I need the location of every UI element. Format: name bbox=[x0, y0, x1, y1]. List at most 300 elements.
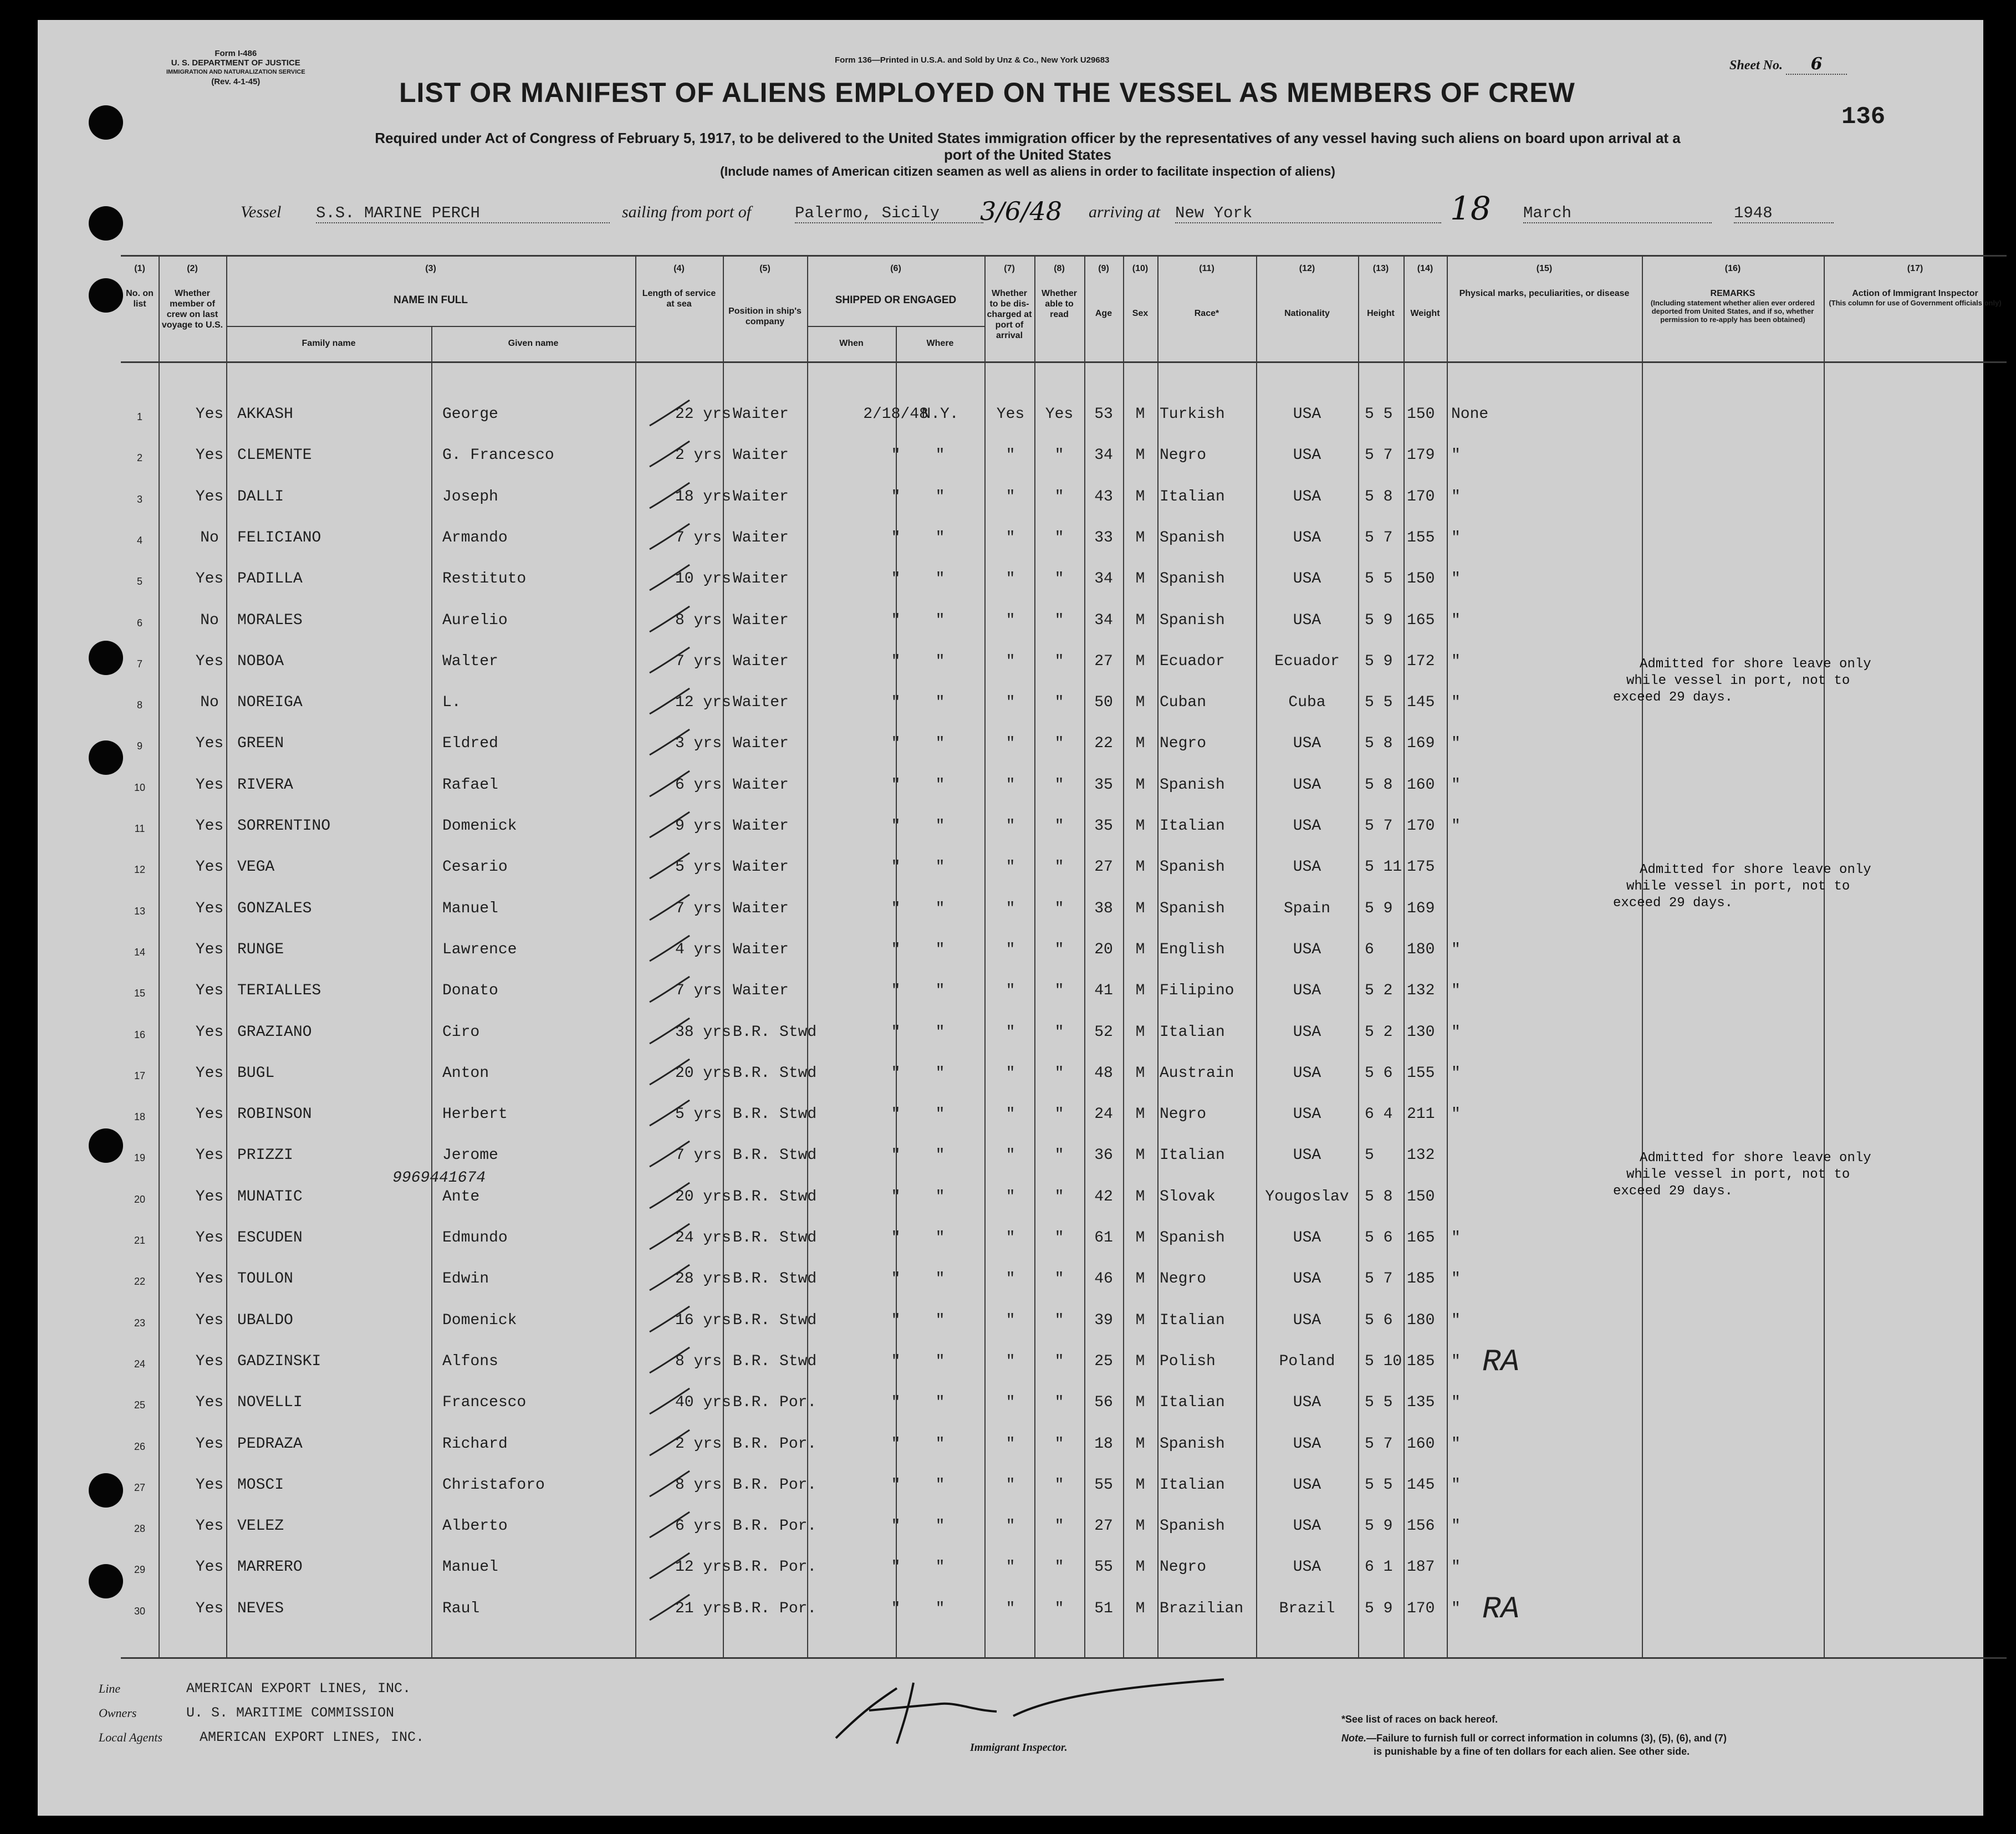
cell-disch: " bbox=[1006, 1435, 1015, 1453]
cell-age: 24 bbox=[1094, 1106, 1113, 1123]
binder-hole bbox=[89, 278, 123, 313]
cell-read: " bbox=[1054, 1229, 1064, 1246]
cell-disch: " bbox=[1006, 1188, 1015, 1205]
form-id-block bbox=[166, 49, 305, 86]
cell-disch: " bbox=[1006, 447, 1015, 464]
cell-read: " bbox=[1054, 1518, 1064, 1535]
sheet-number-block bbox=[1729, 54, 1847, 75]
cell-where: " bbox=[935, 570, 945, 588]
check-mark-icon bbox=[647, 1263, 692, 1296]
cell-age: 18 bbox=[1094, 1435, 1113, 1453]
cell-sex: M bbox=[1135, 611, 1145, 629]
cell-age: 53 bbox=[1094, 406, 1113, 423]
row-number: 3 bbox=[136, 493, 142, 505]
cell-disch: Yes bbox=[996, 406, 1025, 423]
cell-family: TOULON bbox=[237, 1270, 293, 1288]
cell-given: Alberto bbox=[442, 1518, 508, 1535]
cell-marks: " bbox=[1451, 1518, 1461, 1535]
cell-where: " bbox=[935, 1270, 945, 1288]
cell-read: " bbox=[1054, 900, 1064, 917]
c17-subheader: (This column for use of Government officials only) bbox=[1829, 299, 2002, 307]
cell-given: Alfons bbox=[442, 1352, 498, 1370]
cell-age: 27 bbox=[1094, 1518, 1113, 1535]
cell-service: 10 yrs bbox=[675, 570, 731, 588]
cell-where: " bbox=[935, 1064, 945, 1082]
cell-height: 5 11 bbox=[1365, 859, 1402, 876]
binder-hole bbox=[89, 1473, 123, 1508]
cell-where: " bbox=[935, 1352, 945, 1370]
cell-nat: USA bbox=[1293, 529, 1321, 546]
cell-disch: " bbox=[1006, 1352, 1015, 1370]
cell-nat: Cuba bbox=[1288, 694, 1326, 712]
cell-position: B.R. Stwd bbox=[733, 1229, 817, 1246]
cell-prev: No bbox=[200, 529, 219, 546]
cell-read: " bbox=[1054, 735, 1064, 753]
cell-when: " bbox=[891, 1188, 901, 1205]
cell-race: Spanish bbox=[1160, 900, 1225, 917]
cell-disch: " bbox=[1006, 1600, 1015, 1617]
cell-prev: Yes bbox=[195, 447, 224, 464]
cell-family: NOVELLI bbox=[237, 1394, 303, 1412]
cell-position: B.R. Por. bbox=[733, 1394, 817, 1412]
handwritten-date: 3/6/48 bbox=[980, 196, 1063, 226]
cell-read: " bbox=[1054, 818, 1064, 835]
cell-age: 55 bbox=[1094, 1559, 1113, 1576]
cell-nat: USA bbox=[1293, 1559, 1321, 1576]
cell-race: Filipino bbox=[1160, 982, 1234, 1000]
row-number: 25 bbox=[134, 1399, 146, 1411]
cell-weight: 165 bbox=[1407, 1229, 1435, 1246]
cell-weight: 155 bbox=[1407, 1064, 1435, 1082]
cell-where: " bbox=[935, 1394, 945, 1412]
check-mark-icon bbox=[647, 851, 692, 884]
cell-read: " bbox=[1054, 982, 1064, 1000]
cell-family: DALLI bbox=[237, 488, 284, 505]
cell-where: " bbox=[935, 735, 945, 753]
cell-age: 61 bbox=[1094, 1229, 1113, 1246]
cell-weight: 170 bbox=[1407, 818, 1435, 835]
cell-disch: " bbox=[1006, 1394, 1015, 1412]
stamp-line: while vessel in port, not to bbox=[1626, 1167, 1850, 1183]
cell-family: RUNGE bbox=[237, 941, 284, 958]
cell-read: " bbox=[1054, 611, 1064, 629]
cell-weight: 169 bbox=[1407, 735, 1435, 753]
arrival-year: 1948 bbox=[1734, 204, 1834, 223]
cell-prev: Yes bbox=[195, 1600, 224, 1617]
cell-height: 5 5 bbox=[1365, 694, 1393, 712]
cell-race: Negro bbox=[1160, 1270, 1207, 1288]
line-label: Line bbox=[99, 1682, 121, 1695]
agents-value: AMERICAN EXPORT LINES, INC. bbox=[200, 1729, 425, 1745]
cell-nat: USA bbox=[1293, 859, 1321, 876]
cell-position: Waiter bbox=[733, 447, 789, 464]
cell-prev: Yes bbox=[195, 1270, 224, 1288]
cell-height: 5 7 bbox=[1365, 1270, 1393, 1288]
cell-age: 51 bbox=[1094, 1600, 1113, 1617]
cell-age: 38 bbox=[1094, 900, 1113, 917]
handwritten-alien-number: 9969441674 bbox=[392, 1169, 486, 1187]
cell-where: " bbox=[935, 1106, 945, 1123]
cell-read: " bbox=[1054, 570, 1064, 588]
row-number: 6 bbox=[136, 617, 142, 629]
cell-height: 5 9 bbox=[1365, 1600, 1393, 1617]
cell-where: " bbox=[935, 900, 945, 917]
cell-disch: " bbox=[1006, 818, 1015, 835]
cell-read: " bbox=[1054, 1352, 1064, 1370]
crew-table bbox=[121, 255, 2007, 1657]
cell-weight: 130 bbox=[1407, 1023, 1435, 1041]
sheet-number: 6 bbox=[1786, 54, 1847, 75]
cell-age: 43 bbox=[1094, 488, 1113, 505]
row-number: 5 bbox=[136, 576, 142, 588]
owners-label: Owners bbox=[99, 1706, 137, 1720]
cell-given: Restituto bbox=[442, 570, 527, 588]
cell-sex: M bbox=[1135, 776, 1145, 794]
cell-nat: Brazil bbox=[1279, 1600, 1335, 1617]
cell-when: " bbox=[891, 818, 901, 835]
cell-when: " bbox=[891, 859, 901, 876]
cell-sex: M bbox=[1135, 529, 1145, 546]
cell-sex: M bbox=[1135, 1023, 1145, 1041]
c3-number: (3) bbox=[425, 264, 436, 273]
cell-where: " bbox=[935, 447, 945, 464]
cell-weight: 135 bbox=[1407, 1394, 1435, 1412]
cell-disch: " bbox=[1006, 1559, 1015, 1576]
cell-sex: M bbox=[1135, 1311, 1145, 1329]
cell-race: Cuban bbox=[1160, 694, 1207, 712]
cell-disch: " bbox=[1006, 529, 1015, 546]
cell-where: " bbox=[935, 1023, 945, 1041]
cell-sex: M bbox=[1135, 406, 1145, 423]
cell-marks: " bbox=[1451, 611, 1461, 629]
cell-read: " bbox=[1054, 1188, 1064, 1205]
cell-marks: " bbox=[1451, 1352, 1461, 1370]
cell-where: " bbox=[935, 1435, 945, 1453]
stamp-line: while vessel in port, not to bbox=[1626, 673, 1850, 688]
cell-race: Spanish bbox=[1160, 1435, 1225, 1453]
cell-height: 5 10 bbox=[1365, 1352, 1402, 1370]
cell-sex: M bbox=[1135, 1270, 1145, 1288]
cell-disch: " bbox=[1006, 694, 1015, 712]
cell-sex: M bbox=[1135, 1518, 1145, 1535]
cell-position: B.R. Por. bbox=[733, 1518, 817, 1535]
cell-weight: 156 bbox=[1407, 1518, 1435, 1535]
cell-marks: " bbox=[1451, 1064, 1461, 1082]
cell-height: 5 7 bbox=[1365, 447, 1393, 464]
c10-header: Sex bbox=[1132, 309, 1149, 318]
cell-age: 34 bbox=[1094, 447, 1113, 464]
cell-given: Manuel bbox=[442, 1559, 498, 1576]
inspector-initials: RA bbox=[1482, 1343, 1520, 1380]
races-note: *See list of races on back hereof. bbox=[1341, 1714, 1498, 1725]
cell-disch: " bbox=[1006, 776, 1015, 794]
cell-prev: Yes bbox=[195, 735, 224, 753]
c8-header: Whether able to read bbox=[1042, 289, 1077, 319]
check-mark-icon bbox=[647, 1386, 692, 1419]
cell-service: 8 yrs bbox=[675, 1476, 722, 1494]
cell-weight: 169 bbox=[1407, 900, 1435, 917]
cell-position: B.R. Stwd bbox=[733, 1064, 817, 1082]
cell-age: 52 bbox=[1094, 1023, 1113, 1041]
cell-prev: Yes bbox=[195, 900, 224, 917]
cell-marks: " bbox=[1451, 941, 1461, 958]
cell-race: Spanish bbox=[1160, 1518, 1225, 1535]
cell-height: 5 7 bbox=[1365, 818, 1393, 835]
cell-age: 33 bbox=[1094, 529, 1113, 546]
cell-sex: M bbox=[1135, 570, 1145, 588]
row-number: 18 bbox=[134, 1111, 146, 1123]
row-number: 24 bbox=[134, 1358, 146, 1370]
cell-nat: USA bbox=[1293, 818, 1321, 835]
c6-number: (6) bbox=[890, 264, 901, 273]
cell-race: Spanish bbox=[1160, 570, 1225, 588]
cell-disch: " bbox=[1006, 1147, 1015, 1164]
cell-marks: " bbox=[1451, 982, 1461, 1000]
cell-sex: M bbox=[1135, 735, 1145, 753]
cell-nat: USA bbox=[1293, 1064, 1321, 1082]
cell-read: " bbox=[1054, 776, 1064, 794]
cell-prev: No bbox=[200, 694, 219, 712]
given-subcolumn-header: Given name bbox=[508, 339, 559, 348]
binder-hole bbox=[89, 105, 123, 140]
row-number: 2 bbox=[136, 452, 142, 464]
cell-race: Italian bbox=[1160, 1311, 1225, 1329]
department: U. S. DEPARTMENT OF JUSTICE bbox=[171, 58, 300, 68]
cell-race: Polish bbox=[1160, 1352, 1216, 1370]
cell-given: Domenick bbox=[442, 1311, 517, 1329]
cell-prev: Yes bbox=[195, 1518, 224, 1535]
cell-nat: USA bbox=[1293, 611, 1321, 629]
cell-service: 8 yrs bbox=[675, 1352, 722, 1370]
cell-read: " bbox=[1054, 1559, 1064, 1576]
cell-weight: 180 bbox=[1407, 1311, 1435, 1329]
cell-family: PEDRAZA bbox=[237, 1435, 303, 1453]
cell-read: " bbox=[1054, 1023, 1064, 1041]
cell-weight: 145 bbox=[1407, 1476, 1435, 1494]
c13-number: (13) bbox=[1372, 264, 1389, 273]
cell-read: " bbox=[1054, 1394, 1064, 1412]
check-mark-icon bbox=[647, 1016, 692, 1049]
cell-sex: M bbox=[1135, 488, 1145, 505]
cell-position: B.R. Stwd bbox=[733, 1023, 817, 1041]
cell-age: 48 bbox=[1094, 1064, 1113, 1082]
cell-marks: " bbox=[1451, 1023, 1461, 1041]
cell-read: " bbox=[1054, 1147, 1064, 1164]
c15-number: (15) bbox=[1536, 264, 1553, 273]
cell-service: 2 yrs bbox=[675, 447, 722, 464]
requirement-text bbox=[169, 130, 1887, 180]
cell-when: " bbox=[891, 1147, 901, 1164]
c9-header: Age bbox=[1095, 309, 1112, 318]
cell-position: B.R. Stwd bbox=[733, 1106, 817, 1123]
cell-prev: Yes bbox=[195, 1229, 224, 1246]
cell-given: Manuel bbox=[442, 900, 498, 917]
cell-sex: M bbox=[1135, 447, 1145, 464]
footer-line-row bbox=[99, 1682, 120, 1696]
c8-number: (8) bbox=[1054, 264, 1065, 273]
cell-sex: M bbox=[1135, 1394, 1145, 1412]
cell-family: MUNATIC bbox=[237, 1188, 303, 1205]
cell-where: " bbox=[935, 694, 945, 712]
inspector-initials: RA bbox=[1482, 1591, 1520, 1627]
cell-when: " bbox=[891, 488, 901, 505]
row-number: 17 bbox=[134, 1070, 146, 1081]
cell-height: 5 8 bbox=[1365, 1188, 1393, 1205]
check-mark-icon bbox=[647, 892, 692, 926]
cell-position: Waiter bbox=[733, 694, 789, 712]
cell-marks: " bbox=[1451, 529, 1461, 546]
cell-prev: Yes bbox=[195, 1147, 224, 1164]
cell-age: 41 bbox=[1094, 982, 1113, 1000]
cell-sex: M bbox=[1135, 1106, 1145, 1123]
c6-header: SHIPPED OR ENGAGED bbox=[835, 294, 957, 306]
cell-age: 34 bbox=[1094, 570, 1113, 588]
cell-position: Waiter bbox=[733, 488, 789, 505]
cell-disch: " bbox=[1006, 1064, 1015, 1082]
cell-service: 9 yrs bbox=[675, 818, 722, 835]
check-mark-icon bbox=[647, 1222, 692, 1255]
check-mark-icon bbox=[647, 727, 692, 760]
cell-disch: " bbox=[1006, 611, 1015, 629]
cell-position: B.R. Por. bbox=[733, 1600, 817, 1617]
c16-number: (16) bbox=[1724, 264, 1741, 273]
cell-race: Austrain bbox=[1160, 1064, 1234, 1082]
cell-weight: 145 bbox=[1407, 694, 1435, 712]
when-subcolumn-header: When bbox=[839, 339, 864, 348]
cell-where: " bbox=[935, 941, 945, 958]
cell-service: 12 yrs bbox=[675, 1559, 731, 1576]
cell-family: ROBINSON bbox=[237, 1106, 312, 1123]
cell-prev: Yes bbox=[195, 406, 224, 423]
cell-given: Raul bbox=[442, 1600, 480, 1617]
c1-number: (1) bbox=[134, 264, 145, 273]
row-number: 19 bbox=[134, 1152, 146, 1164]
cell-disch: " bbox=[1006, 652, 1015, 670]
cell-prev: Yes bbox=[195, 1106, 224, 1123]
cell-service: 7 yrs bbox=[675, 900, 722, 917]
cell-weight: 179 bbox=[1407, 447, 1435, 464]
cell-family: VELEZ bbox=[237, 1518, 284, 1535]
c10-number: (10) bbox=[1132, 264, 1149, 273]
cell-marks: " bbox=[1451, 1106, 1461, 1123]
cell-sex: M bbox=[1135, 1188, 1145, 1205]
c5-number: (5) bbox=[759, 264, 770, 273]
cell-where: " bbox=[935, 1147, 945, 1164]
cell-position: Waiter bbox=[733, 611, 789, 629]
row-number: 21 bbox=[134, 1235, 146, 1246]
cell-sex: M bbox=[1135, 1435, 1145, 1453]
cell-height: 5 9 bbox=[1365, 900, 1393, 917]
cell-race: Negro bbox=[1160, 735, 1207, 753]
cell-nat: USA bbox=[1293, 1147, 1321, 1164]
cell-when: " bbox=[891, 1518, 901, 1535]
cell-position: Waiter bbox=[733, 900, 789, 917]
check-mark-icon bbox=[647, 1345, 692, 1378]
row-number: 1 bbox=[136, 411, 142, 422]
c14-number: (14) bbox=[1417, 264, 1433, 273]
agents-label: Local Agents bbox=[99, 1730, 163, 1744]
cell-service: 18 yrs bbox=[675, 488, 731, 505]
cell-sex: M bbox=[1135, 1147, 1145, 1164]
cell-marks: " bbox=[1451, 447, 1461, 464]
cell-weight: 155 bbox=[1407, 529, 1435, 546]
cell-weight: 180 bbox=[1407, 941, 1435, 958]
cell-given: Richard bbox=[442, 1435, 508, 1453]
check-mark-icon bbox=[647, 1551, 692, 1584]
cell-sex: M bbox=[1135, 1064, 1145, 1082]
cell-family: GADZINSKI bbox=[237, 1352, 321, 1370]
cell-disch: " bbox=[1006, 735, 1015, 753]
check-mark-icon bbox=[647, 398, 692, 431]
cell-marks: " bbox=[1451, 1394, 1461, 1412]
check-mark-icon bbox=[647, 439, 692, 472]
cell-prev: Yes bbox=[195, 1476, 224, 1494]
cell-weight: 187 bbox=[1407, 1559, 1435, 1576]
row-number: 27 bbox=[134, 1481, 146, 1493]
cell-given: Domenick bbox=[442, 818, 517, 835]
cell-weight: 165 bbox=[1407, 611, 1435, 629]
stamp-line: Admitted for shore leave only bbox=[1640, 862, 1871, 878]
cell-service: 40 yrs bbox=[675, 1394, 731, 1412]
cell-family: AKKASH bbox=[237, 406, 293, 423]
cell-weight: 185 bbox=[1407, 1270, 1435, 1288]
cell-where: N.Y. bbox=[921, 406, 959, 423]
cell-marks: " bbox=[1451, 735, 1461, 753]
cell-height: 5 9 bbox=[1365, 1518, 1393, 1535]
cell-position: B.R. Por. bbox=[733, 1559, 817, 1576]
cell-sex: M bbox=[1135, 1352, 1145, 1370]
stamp-line: Admitted for shore leave only bbox=[1640, 656, 1871, 672]
cell-when: " bbox=[891, 1394, 901, 1412]
cell-position: B.R. Stwd bbox=[733, 1352, 817, 1370]
cell-given: Cesario bbox=[442, 859, 508, 876]
family-subcolumn-header: Family name bbox=[302, 339, 356, 348]
vessel-label: Vessel bbox=[241, 203, 282, 221]
c7-number: (7) bbox=[1004, 264, 1015, 273]
cell-sex: M bbox=[1135, 1600, 1145, 1617]
cell-service: 28 yrs bbox=[675, 1270, 731, 1288]
cell-read: " bbox=[1054, 859, 1064, 876]
row-number: 15 bbox=[134, 988, 146, 999]
cell-disch: " bbox=[1006, 859, 1015, 876]
printer-line: Form 136—Printed in U.S.A. and Sold by Unz & Co., New York U29683 bbox=[835, 55, 1110, 65]
cell-sex: M bbox=[1135, 941, 1145, 958]
cell-height: 5 5 bbox=[1365, 1394, 1393, 1412]
cell-height: 5 8 bbox=[1365, 488, 1393, 505]
cell-disch: " bbox=[1006, 570, 1015, 588]
arriving-label: arriving at bbox=[1089, 203, 1161, 221]
cell-when: " bbox=[891, 1023, 901, 1041]
row-number: 22 bbox=[134, 1276, 146, 1288]
cell-age: 55 bbox=[1094, 1476, 1113, 1494]
cell-race: Spanish bbox=[1160, 1229, 1225, 1246]
c11-header: Race* bbox=[1194, 309, 1219, 318]
cell-service: 5 yrs bbox=[675, 859, 722, 876]
cell-sex: M bbox=[1135, 694, 1145, 712]
cell-age: 42 bbox=[1094, 1188, 1113, 1205]
cell-nat: Ecuador bbox=[1274, 652, 1340, 670]
cell-nat: Spain bbox=[1283, 900, 1330, 917]
row-number: 7 bbox=[136, 658, 142, 670]
cell-marks: " bbox=[1451, 1311, 1461, 1329]
cell-race: Italian bbox=[1160, 1147, 1225, 1164]
cell-where: " bbox=[935, 488, 945, 505]
cell-weight: 132 bbox=[1407, 1147, 1435, 1164]
shore-leave-stamp bbox=[1613, 1150, 1871, 1200]
cell-height: 5 9 bbox=[1365, 652, 1393, 670]
cell-service: 7 yrs bbox=[675, 529, 722, 546]
cell-age: 46 bbox=[1094, 1270, 1113, 1288]
